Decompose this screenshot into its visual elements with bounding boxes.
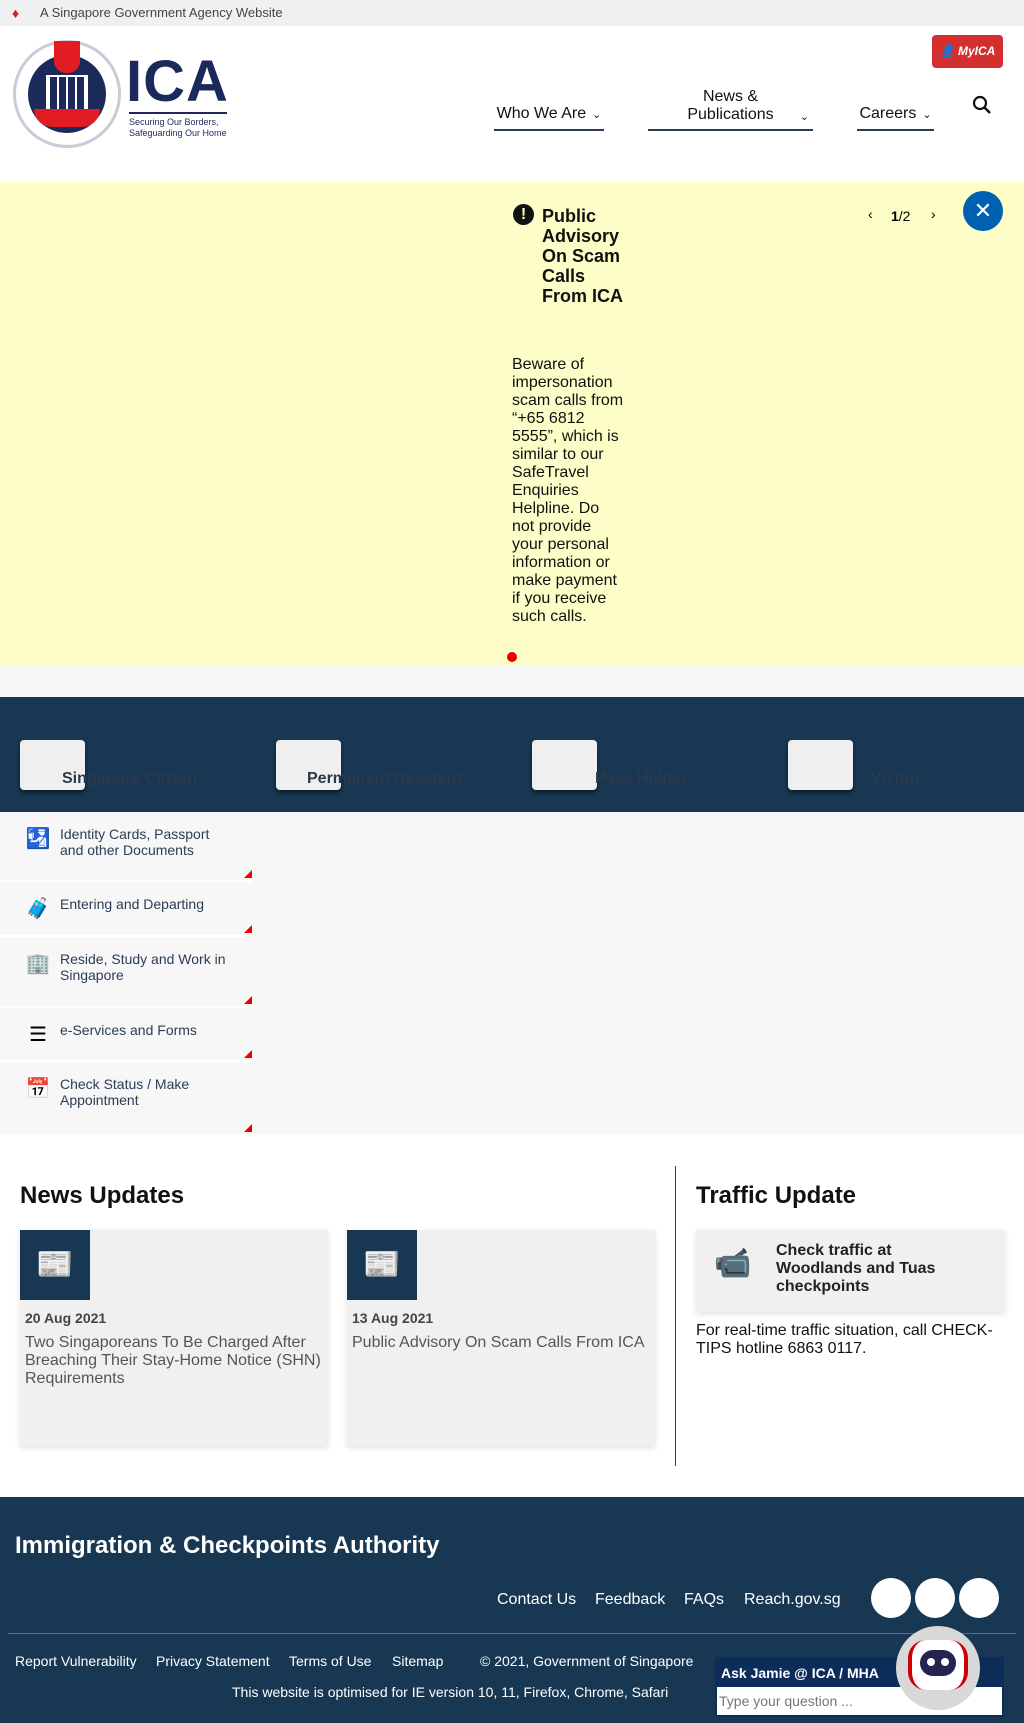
chevron-left-icon[interactable]: ‹ bbox=[868, 206, 873, 222]
menu-item-documents[interactable]: 🛂 Identity Cards, Passport and other Documents bbox=[0, 812, 252, 882]
footer-link-faqs[interactable]: FAQs bbox=[684, 1591, 725, 1608]
chevron-down-icon: ⌄ bbox=[592, 109, 602, 121]
nav-careers[interactable]: Careers ⌄ bbox=[857, 105, 934, 131]
site-header bbox=[0, 26, 1024, 182]
close-button[interactable]: ✕ bbox=[963, 191, 1003, 231]
copyright: © 2021, Government of Singapore bbox=[480, 1653, 694, 1669]
gov-masthead bbox=[0, 0, 1024, 26]
chevron-down-icon: ⌄ bbox=[799, 111, 809, 123]
carousel-dot[interactable] bbox=[507, 652, 517, 662]
persona-label[interactable]: Singapore Citizen bbox=[62, 770, 198, 787]
instagram-icon[interactable] bbox=[915, 1578, 955, 1618]
menu-item-appointment[interactable]: 📅 Check Status / Make Appointment bbox=[0, 1062, 252, 1134]
browser-note: This website is optimised for IE version 10, 11, Firefox, Chrome, Safari bbox=[232, 1684, 669, 1700]
advisory-title: Public Advisory On Scam Calls From ICA bbox=[542, 206, 623, 306]
news-card[interactable]: 📰 13 Aug 2021 Public Advisory On Scam Calls From ICA bbox=[347, 1230, 655, 1446]
newspaper-icon: 📰 bbox=[347, 1230, 417, 1300]
persona-label[interactable]: Pass Holder bbox=[595, 770, 688, 787]
passport-icon: 🛂 bbox=[25, 828, 51, 850]
building-icon: 🏢 bbox=[25, 953, 51, 975]
cctv-camera-icon: 📹 bbox=[714, 1247, 752, 1280]
newspaper-icon: 📰 bbox=[20, 1230, 90, 1300]
traffic-text: For real-time traffic situation, call CHECK-TIPS hotline 6863 0117. bbox=[696, 1322, 993, 1357]
nav-who-we-are[interactable]: Who We Are ⌄ bbox=[494, 105, 604, 131]
chevron-right-icon[interactable]: › bbox=[931, 206, 936, 222]
myica-button[interactable]: 👤 MyICA bbox=[932, 35, 1003, 68]
luggage-icon: 🧳 bbox=[25, 898, 51, 920]
lion-head-icon: ♦ bbox=[12, 5, 20, 21]
checklist-icon: ☰ bbox=[29, 1024, 47, 1046]
traffic-heading: Traffic Update bbox=[696, 1182, 857, 1209]
menu-item-entering[interactable]: 🧳 Entering and Departing bbox=[0, 882, 252, 937]
chatbot-avatar[interactable] bbox=[896, 1626, 980, 1710]
youtube-icon[interactable] bbox=[959, 1578, 999, 1618]
footer-link-sitemap[interactable]: Sitemap bbox=[392, 1653, 444, 1669]
chat-input[interactable] bbox=[719, 1689, 919, 1713]
logo-tagline: Securing Our Borders, Safeguarding Our Home bbox=[129, 117, 227, 138]
user-icon: 👤 bbox=[939, 44, 955, 58]
ica-logo-seal[interactable] bbox=[13, 40, 121, 148]
chat-title: Ask Jamie @ ICA / MHA bbox=[717, 1659, 1002, 1687]
menu-item-eservices[interactable]: ☰ e-Services and Forms bbox=[0, 1008, 252, 1062]
footer-link-terms[interactable]: Terms of Use bbox=[289, 1653, 372, 1669]
advisory-body: Beware of impersonation scam calls from “+65 6812 5555”, which is similar to our SafeTravel Enquiries Helpline. Do not provide your personal information or make payment if you receive such calls. bbox=[512, 356, 624, 625]
nav-news-publications[interactable]: News & Publications ⌄ bbox=[648, 88, 813, 131]
news-card[interactable]: 📰 20 Aug 2021 Two Singaporeans To Be Charged After Breaching Their Stay-Home Notice (SHN) Requirements bbox=[20, 1230, 328, 1446]
persona-label[interactable]: Permanent Resident bbox=[307, 770, 462, 787]
logo-text: ICA bbox=[126, 49, 229, 114]
footer-link-vulnerability[interactable]: Report Vulnerability bbox=[15, 1653, 137, 1669]
search-icon[interactable] bbox=[972, 95, 992, 115]
footer-link-reach[interactable]: Reach.gov.sg bbox=[744, 1591, 841, 1608]
facebook-icon[interactable] bbox=[871, 1578, 911, 1618]
alert-icon: ! bbox=[513, 204, 534, 225]
persona-card-pass-holder[interactable] bbox=[532, 740, 597, 790]
persona-card-visitor[interactable] bbox=[788, 740, 853, 790]
footer-link-feedback[interactable]: Feedback bbox=[595, 1591, 666, 1608]
masthead-text: A Singapore Government Agency Website bbox=[40, 5, 283, 20]
footer-link-contact[interactable]: Contact Us bbox=[497, 1591, 577, 1608]
persona-tabs bbox=[0, 697, 1024, 812]
footer-title: Immigration & Checkpoints Authority bbox=[15, 1532, 440, 1559]
traffic-card[interactable]: 📹 Check traffic at Woodlands and Tuas checkpoints bbox=[696, 1230, 1005, 1312]
persona-label[interactable]: Visitor bbox=[871, 770, 921, 787]
chevron-down-icon: ⌄ bbox=[922, 109, 932, 121]
menu-item-reside[interactable]: 🏢 Reside, Study and Work in Singapore bbox=[0, 937, 252, 1008]
pager: 1/2 bbox=[891, 208, 911, 224]
section-divider bbox=[675, 1166, 676, 1466]
services-menu bbox=[0, 812, 1024, 1134]
news-heading: News Updates bbox=[20, 1182, 185, 1209]
advisory-banner bbox=[0, 182, 1024, 666]
footer-link-privacy[interactable]: Privacy Statement bbox=[156, 1653, 270, 1669]
calendar-icon: 📅 bbox=[25, 1078, 51, 1100]
